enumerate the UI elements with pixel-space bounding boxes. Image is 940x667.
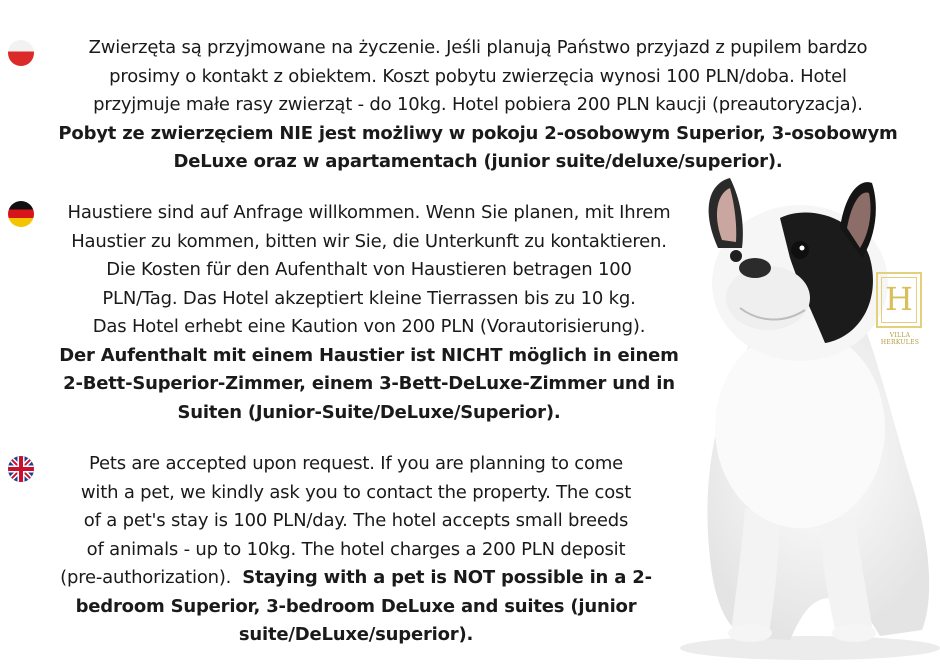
text-line: of a pet's stay is 100 PLN/day. The hotel accepts small breeds: [83, 510, 629, 531]
villa-herkules-logo: [874, 272, 926, 344]
bold-text-line: Suiten (Junior-Suite/DeLuxe/Superior).: [177, 401, 561, 423]
text-line: with a pet, we kindly ask you to contact the property. The cost: [80, 481, 632, 503]
bold-text-line: Staying with a pet is NOT possible in a 2-: [242, 567, 652, 588]
text-line: przyjmuje małe rasy zwierząt - do 10kg. Hotel pobiera 200 PLN kaucji (preautoryzacja).: [93, 94, 863, 115]
french-bulldog-icon: [640, 178, 940, 667]
bold-text-line: bedroom Superior, 3-bedroom DeLuxe and suites (junior: [75, 595, 637, 617]
bold-text-line: Pobyt ze zwierzęciem NIE jest możliwy w pokoju 2-osobowym Superior, 3-osobowym: [58, 122, 898, 144]
logo-letter: H: [885, 280, 913, 318]
text-line: Die Kosten für den Aufenthalt von Haustieren betragen 100: [106, 259, 632, 280]
polish-pet-policy: [28, 34, 928, 177]
bold-text-line: DeLuxe oraz w apartamentach (junior suite/deluxe/superior).: [173, 151, 783, 172]
text-line: of animals - up to 10kg. The hotel charges a 200 PLN deposit: [86, 538, 626, 560]
text-line: Das Hotel erhebt eine Kaution von 200 PLN (Vorautorisierung).: [92, 316, 646, 337]
text-line: Zwierzęta są przyjmowane na życzenie. Jeśli planują Państwo przyjazd z pupilem bardzo: [88, 37, 868, 58]
bold-text-line: Der Aufenthalt mit einem Haustier ist NICHT möglich in einem: [59, 344, 679, 366]
text-line: PLN/Tag. Das Hotel akzeptiert kleine Tierrassen bis zu 10 kg.: [102, 287, 636, 309]
text-line: Haustiere sind auf Anfrage willkommen. Wenn Sie planen, mit Ihrem: [67, 202, 671, 223]
english-pet-policy: [26, 450, 686, 650]
text-line: Haustier zu kommen, bitten wir Sie, die Unterkunft zu kontaktieren.: [71, 230, 667, 252]
text-line: prosimy o kontakt z obiektem. Koszt pobytu zwierzęcia wynosi 100 PLN/doba. Hotel: [109, 65, 847, 87]
text-line: (pre-authorization).: [60, 567, 243, 588]
german-pet-policy: [24, 199, 714, 427]
bold-text-line: suite/DeLuxe/superior).: [238, 624, 474, 645]
bold-text-line: 2-Bett-Superior-Zimmer, einem 3-Bett-DeLuxe-Zimmer und in: [63, 373, 675, 394]
logo-name: VILLA HERKULES: [880, 332, 920, 346]
text-line: Pets are accepted upon request. If you are planning to come: [88, 453, 624, 474]
